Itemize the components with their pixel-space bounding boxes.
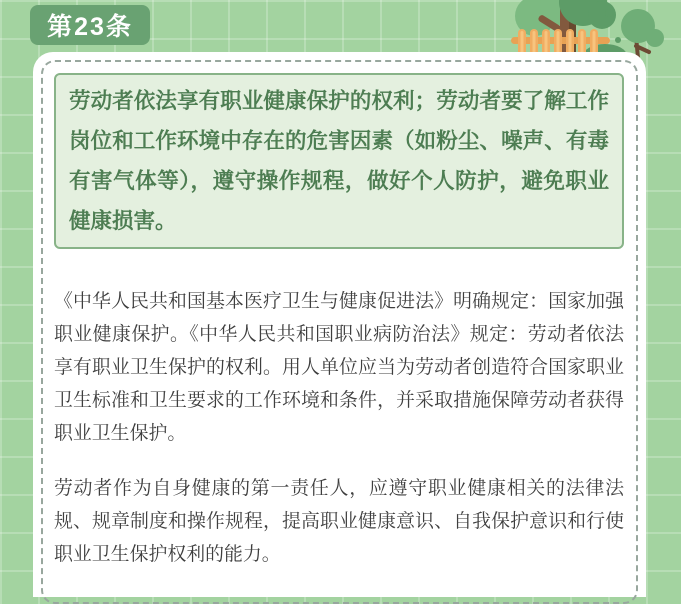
paragraph-responsibility: 劳动者作为自身健康的第一责任人，应遵守职业健康相关的法律法规、规章制度和操作规程，提高职业健康意识、自我保护意识和行使职业卫生保护权利的能力。	[54, 478, 624, 565]
trees-illustration	[505, 0, 681, 60]
paragraph-law: 《中华人民共和国基本医疗卫生与健康促进法》明确规定：国家加强职业健康保护。《中华人民共和国职业病防治法》规定：劳动者依法享有职业卫生保护的权利。用人单位应当为劳动者创造符合国家职业卫生标准和卫生要求的工作环境和条件，并采取措施保障劳动者获得职业卫生保护。	[54, 291, 624, 444]
highlight-box	[54, 73, 624, 249]
card-content	[54, 73, 624, 571]
leaf-dot-icon	[605, 9, 613, 17]
leaf-dot-icon	[615, 37, 621, 43]
highlight-text: 劳动者依法享有职业健康保护的权利；劳动者要了解工作岗位和工作环境中存在的危害因素（如粉尘、噪声、有毒有害气体等），遵守操作规程，做好个人防护，避免职业健康损害。	[69, 89, 609, 233]
article-number-label: 第23条	[47, 13, 133, 41]
small-tree-icon	[621, 9, 664, 58]
article-number-badge	[30, 5, 150, 45]
content-card	[33, 52, 646, 597]
